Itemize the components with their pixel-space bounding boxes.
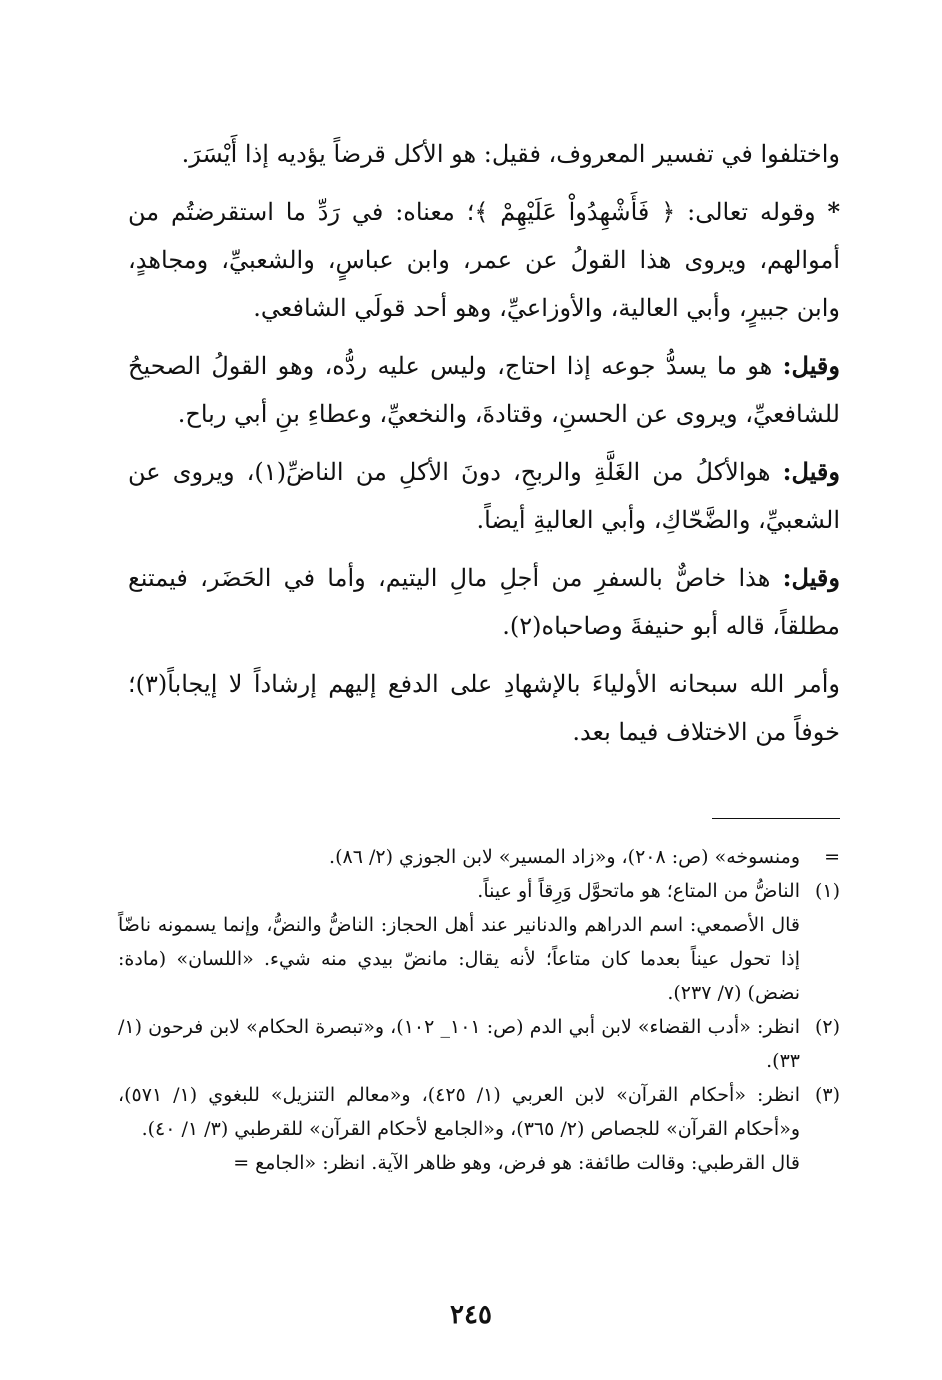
paragraph-3-lead: وقيل: — [782, 351, 840, 380]
paragraph-5 — [128, 554, 840, 650]
footnote-marker: (٢) — [814, 1016, 840, 1038]
paragraph-3 — [128, 342, 840, 438]
bullet-star-icon: * — [827, 197, 840, 226]
footnote-line: ومنسوخه» (ص: ٢٠٨)، و«زاد المسير» لابن الجوزي (٢/ ٨٦). — [329, 846, 800, 868]
paragraph-4-lead: وقيل: — [782, 457, 840, 486]
paragraph-4 — [128, 448, 840, 544]
paragraph-1: واختلفوا في تفسير المعروف، فقيل: هو الأكل قرضاً يؤديه إذا أَيْسَرَ. — [181, 140, 840, 168]
footnote-line: انظر: «أحكام القرآن» لابن العربي (١/ ٤٢٥)، و«معالم التنزيل» للبغوي (١/ ٥٧١)، و«أحكام القرآن» للجصاص (٢/ ٣٦٥)، و«الجامع لأحكام القرآن» للقرطبي (٣/ ١/ ٤٠). — [118, 1084, 800, 1140]
paragraph-3-text: هو ما يسدُّ جوعه إذا احتاج، وليس عليه ردُّه، وهو القولُ الصحيحُ للشافعيِّ، ويروى عن الحسنِ، وقتادةَ، والنخعيِّ، وعطاءِ بنِ أبي رباح. — [128, 352, 840, 428]
footnote-2 — [118, 1010, 840, 1078]
paragraph-2-text: وقوله تعالى: ﴿ فَأَشْهِدُواْ عَلَيْهِمْ ﴾؛ معناه: في رَدِّ ما استقرضتُم من أموالهم، ويروى هذا القولُ عن عمر، وابن عباسٍ، والشعبيِّ، ومجاهدٍ، وابن جبيرٍ، وأبي العالية، والأوزاعيِّ، وهو أحد قولَي الشافعي. — [128, 198, 840, 322]
paragraph-2 — [128, 188, 840, 332]
footnotes — [118, 840, 840, 1180]
paragraph-4-text: هوالأكلُ من الغَلَّةِ والربحِ، دونَ الأكلِ من الناضِّ(١)، ويروى عن الشعبيِّ، والضَّحّاكِ، وأبي العاليةِ أيضاً. — [128, 458, 840, 534]
footnote-marker: (١) — [814, 880, 840, 902]
footnote-3 — [118, 1078, 840, 1180]
main-text — [128, 130, 840, 756]
footnote-marker: (٣) — [814, 1084, 840, 1106]
footnote-continuation — [118, 840, 840, 874]
paragraph-5-lead: وقيل: — [782, 563, 840, 592]
footnote-1 — [118, 874, 840, 1010]
footnote-line: قال القرطبي: وقالت طائفة: هو فرض، وهو ظاهر الآية. انظر: «الجامع = — [233, 1152, 800, 1174]
paragraph-5-text: هذا خاصٌّ بالسفرِ من أجلِ مالِ اليتيم، وأما في الحَضَر، فيمتنع مطلقاً، قاله أبو حنيفةَ وصاحباه(٢). — [128, 564, 840, 640]
footnote-line: الناضُّ من المتاع؛ هو ماتحوَّل وَرِقاً أو عيناً. — [477, 880, 800, 902]
paragraph-6: وأمر الله سبحانه الأولياءَ بالإشهادِ على الدفع إليهم إرشاداً لا إيجاباً(٣)؛ خوفاً من الاختلاف فيما بعد. — [128, 670, 840, 746]
footnote-marker: = — [824, 846, 840, 868]
page-number: ٢٤٥ — [450, 1300, 492, 1330]
footnote-line: انظر: «أدب القضاء» لابن أبي الدم (ص: ١٠١_ ١٠٢)، و«تبصرة الحكام» لابن فرحون (١/ ٣٣). — [118, 1016, 801, 1072]
footnote-separator — [712, 818, 840, 819]
footnote-line: قال الأصمعي: اسم الدراهم والدنانير عند أهل الحجاز: الناضُّ والنضُّ، وإنما يسمونه ناضّاً إذا تحول عيناً بعدما كان متاعاً؛ لأنه يقال: مانضّ بيدي منه شيء. «اللسان» (مادة: نضض) (٧/ ٢٣٧). — [118, 914, 800, 1004]
